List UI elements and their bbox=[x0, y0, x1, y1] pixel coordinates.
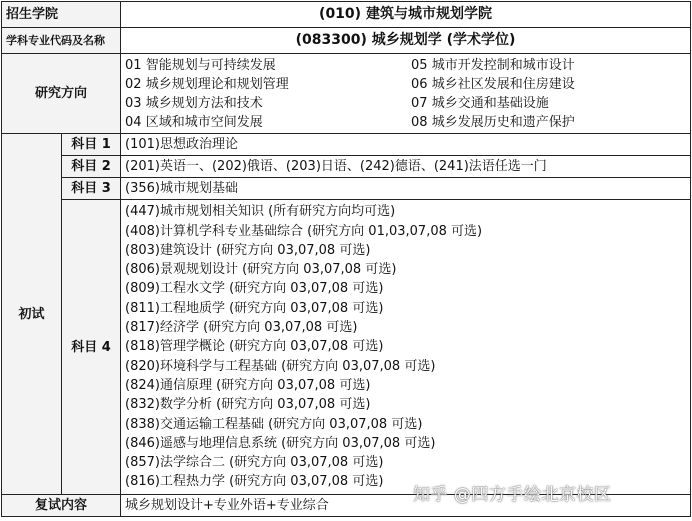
subject-4-content bbox=[121, 200, 691, 495]
subject-3-label: 科目 3 bbox=[62, 178, 121, 200]
subject-option: (832)数学分析 (研究方向 03,07,08 可选) bbox=[125, 397, 371, 413]
research-directions-right bbox=[411, 56, 686, 132]
initial-exam-label: 初试 bbox=[2, 134, 62, 495]
subject-2-content: (201)英语一、(202)俄语、(203)日语、(242)德语、(241)法语任选一门 bbox=[121, 156, 691, 178]
research-direction: 08 城乡发展历史和遗产保护 bbox=[411, 114, 575, 130]
subject-option: (811)工程地质学 (研究方向 03,07,08 可选) bbox=[125, 300, 384, 316]
subject-option: (818)管理学概论 (研究方向 03,07,08 可选) bbox=[125, 339, 384, 355]
subject-option: (820)环境科学与工程基础 (研究方向 03,07,08 可选) bbox=[125, 358, 436, 374]
admission-table bbox=[1, 1, 691, 517]
subject-option: (838)交通运输工程基础 (研究方向 03,07,08 可选) bbox=[125, 416, 423, 432]
research-direction: 04 区域和城市空间发展 bbox=[125, 114, 263, 130]
subject-option: (817)经济学 (研究方向 03,07,08 可选) bbox=[125, 320, 358, 336]
research-direction: 03 城乡规划方法和技术 bbox=[125, 95, 263, 111]
subject-option: (806)景观规划设计 (研究方向 03,07,08 可选) bbox=[125, 262, 397, 278]
major-name: (083300) 城乡规划学 (学术学位) bbox=[121, 28, 691, 54]
subject-option: (447)城市规划相关知识 (所有研究方向均可选) bbox=[125, 204, 396, 220]
major-label: 学科专业代码及名称 bbox=[2, 28, 121, 54]
subject-option: (816)工程热力学 (研究方向 03,07,08 可选) bbox=[125, 474, 384, 490]
subject-option: (803)建筑设计 (研究方向 03,07,08 可选) bbox=[125, 242, 371, 258]
research-directions-left bbox=[125, 56, 411, 132]
watermark: 知乎 @四方手绘北京校区 bbox=[413, 485, 612, 505]
subject-4-label: 科目 4 bbox=[62, 200, 121, 495]
research-direction: 05 城市开发控制和城市设计 bbox=[411, 57, 575, 73]
subject-option: (824)通信原理 (研究方向 03,07,08 可选) bbox=[125, 377, 371, 393]
subject-2-label: 科目 2 bbox=[62, 156, 121, 178]
subject-option: (408)计算机学科专业基础综合 (研究方向 01,03,07,08 可选) bbox=[125, 223, 483, 239]
subject-1-content: (101)思想政治理论 bbox=[121, 134, 691, 156]
college-label: 招生学院 bbox=[2, 2, 121, 28]
research-directions bbox=[121, 54, 691, 134]
research-label: 研究方向 bbox=[2, 54, 121, 134]
college-name: (010) 建筑与城市规划学院 bbox=[121, 2, 691, 28]
retest-content: 城乡规划设计+专业外语+专业综合 bbox=[121, 495, 691, 517]
subject-option: (809)工程水文学 (研究方向 03,07,08 可选) bbox=[125, 281, 384, 297]
research-direction: 02 城乡规划理论和规划管理 bbox=[125, 76, 289, 92]
research-direction: 01 智能规划与可持续发展 bbox=[125, 57, 276, 73]
research-direction: 06 城乡社区发展和住房建设 bbox=[411, 76, 575, 92]
research-direction: 07 城乡交通和基础设施 bbox=[411, 95, 549, 111]
subject-3-content: (356)城市规划基础 bbox=[121, 178, 691, 200]
retest-label: 复试内容 bbox=[2, 495, 121, 517]
subject-option: (846)遥感与地理信息系统 (研究方向 03,07,08 可选) bbox=[125, 435, 436, 451]
subject-1-label: 科目 1 bbox=[62, 134, 121, 156]
subject-option: (857)法学综合二 (研究方向 03,07,08 可选) bbox=[125, 455, 384, 471]
